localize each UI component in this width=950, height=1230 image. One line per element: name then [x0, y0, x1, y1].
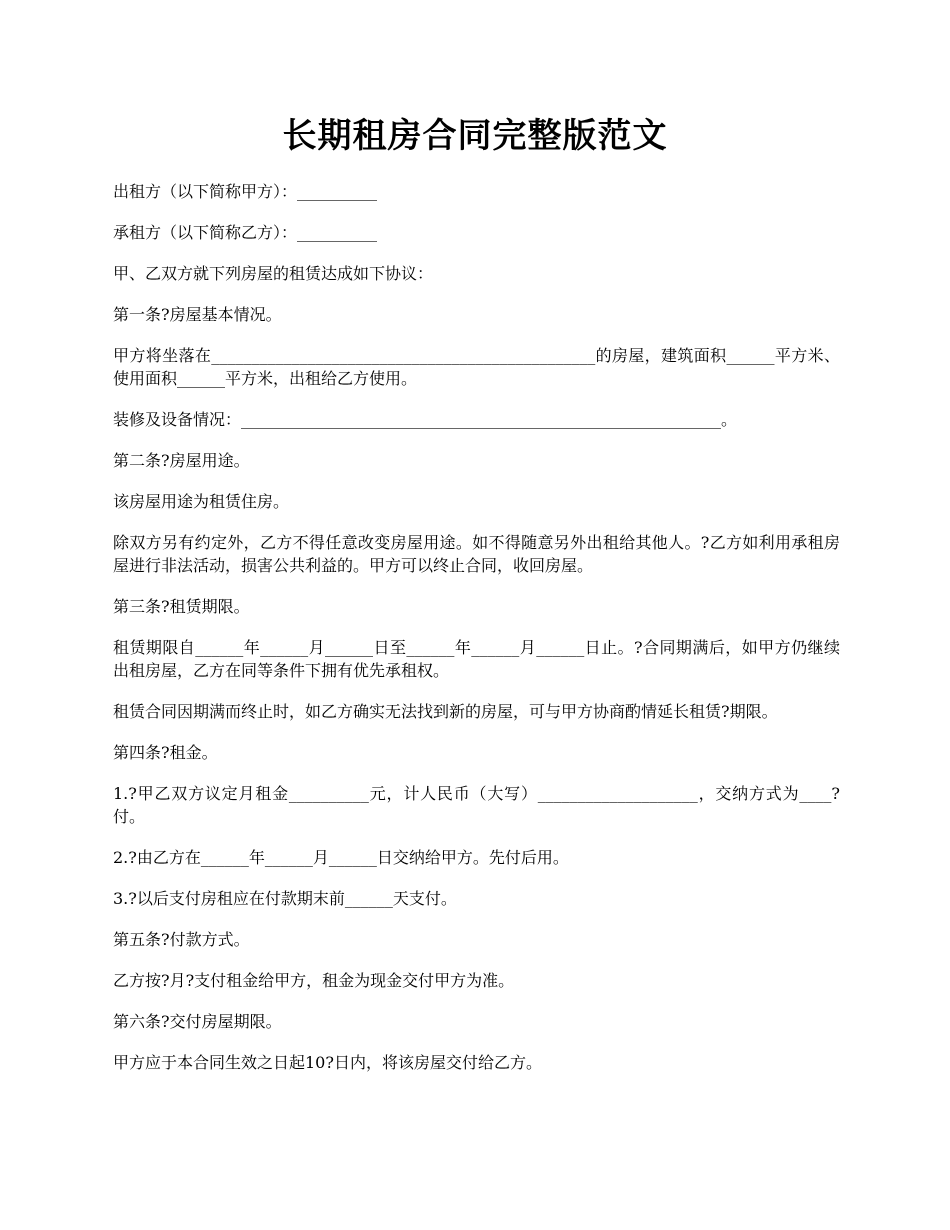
article-5-heading: 第五条?付款方式。 — [113, 930, 250, 949]
article-6-heading: 第六条?交付房屋期限。 — [113, 1012, 282, 1031]
article-3-heading: 第三条?租赁期限。 — [113, 597, 250, 616]
article-1-heading: 第一条?房屋基本情况。 — [113, 305, 282, 324]
article-2-heading: 第二条?房屋用途。 — [113, 451, 250, 470]
paragraph-payment-method: 乙方按?月?支付租金给甲方，租金为现金交付甲方为准。 — [113, 971, 515, 990]
paragraph-handover-deadline: 甲方应于本合同生效之日起10?日内，将该房屋交付给乙方。 — [113, 1053, 542, 1072]
paragraph-lease-extension: 租赁合同因期满而终止时，如乙方确实无法找到新的房屋，可与甲方协商酌情延长租赁?期限。 — [113, 702, 778, 721]
paragraph-lease-term: 租赁期限自______年______月______日至______年______月______日止。?合同期满后，如甲方仍继续出租房屋，乙方在同等条件下拥有优先承租权。 — [113, 638, 840, 680]
paragraph-agreement-intro: 甲、乙双方就下列房屋的租赁达成如下协议： — [113, 264, 434, 283]
document-title: 长期租房合同完整版范文 — [282, 116, 668, 156]
paragraph-lessee: 承租方（以下简称乙方）：__________ — [113, 223, 378, 242]
paragraph-rent-first-payment: 2.?由乙方在______年______月______日交纳给甲方。先付后用。 — [113, 848, 569, 867]
article-4-heading: 第四条?租金。 — [113, 743, 218, 762]
paragraph-property-location: 甲方将坐落在________________________________________________的房屋，建筑面积______平方米、使用面积______平方米，出租给乙方使用。 — [113, 346, 840, 388]
paragraph-decoration-equipment: 装修及设备情况：____________________________________________________________。 — [113, 410, 738, 429]
paragraph-usage: 该房屋用途为租赁住房。 — [113, 492, 290, 511]
paragraph-lessor: 出租方（以下简称甲方）：__________ — [113, 182, 378, 201]
paragraph-usage-restrictions: 除双方另有约定外，乙方不得任意改变房屋用途。如不得随意另外出租给其他人。?乙方如利用承租房屋进行非法活动，损害公共利益的。甲方可以终止合同，收回房屋。 — [113, 533, 840, 575]
document-body — [113, 180, 840, 1092]
paragraph-rent-amount: 1.?甲乙双方议定月租金__________元，计人民币（大写）____________________，交纳方式为____?付。 — [113, 784, 840, 826]
paragraph-rent-later-payment: 3.?以后支付房租应在付款期末前______天支付。 — [113, 889, 457, 908]
